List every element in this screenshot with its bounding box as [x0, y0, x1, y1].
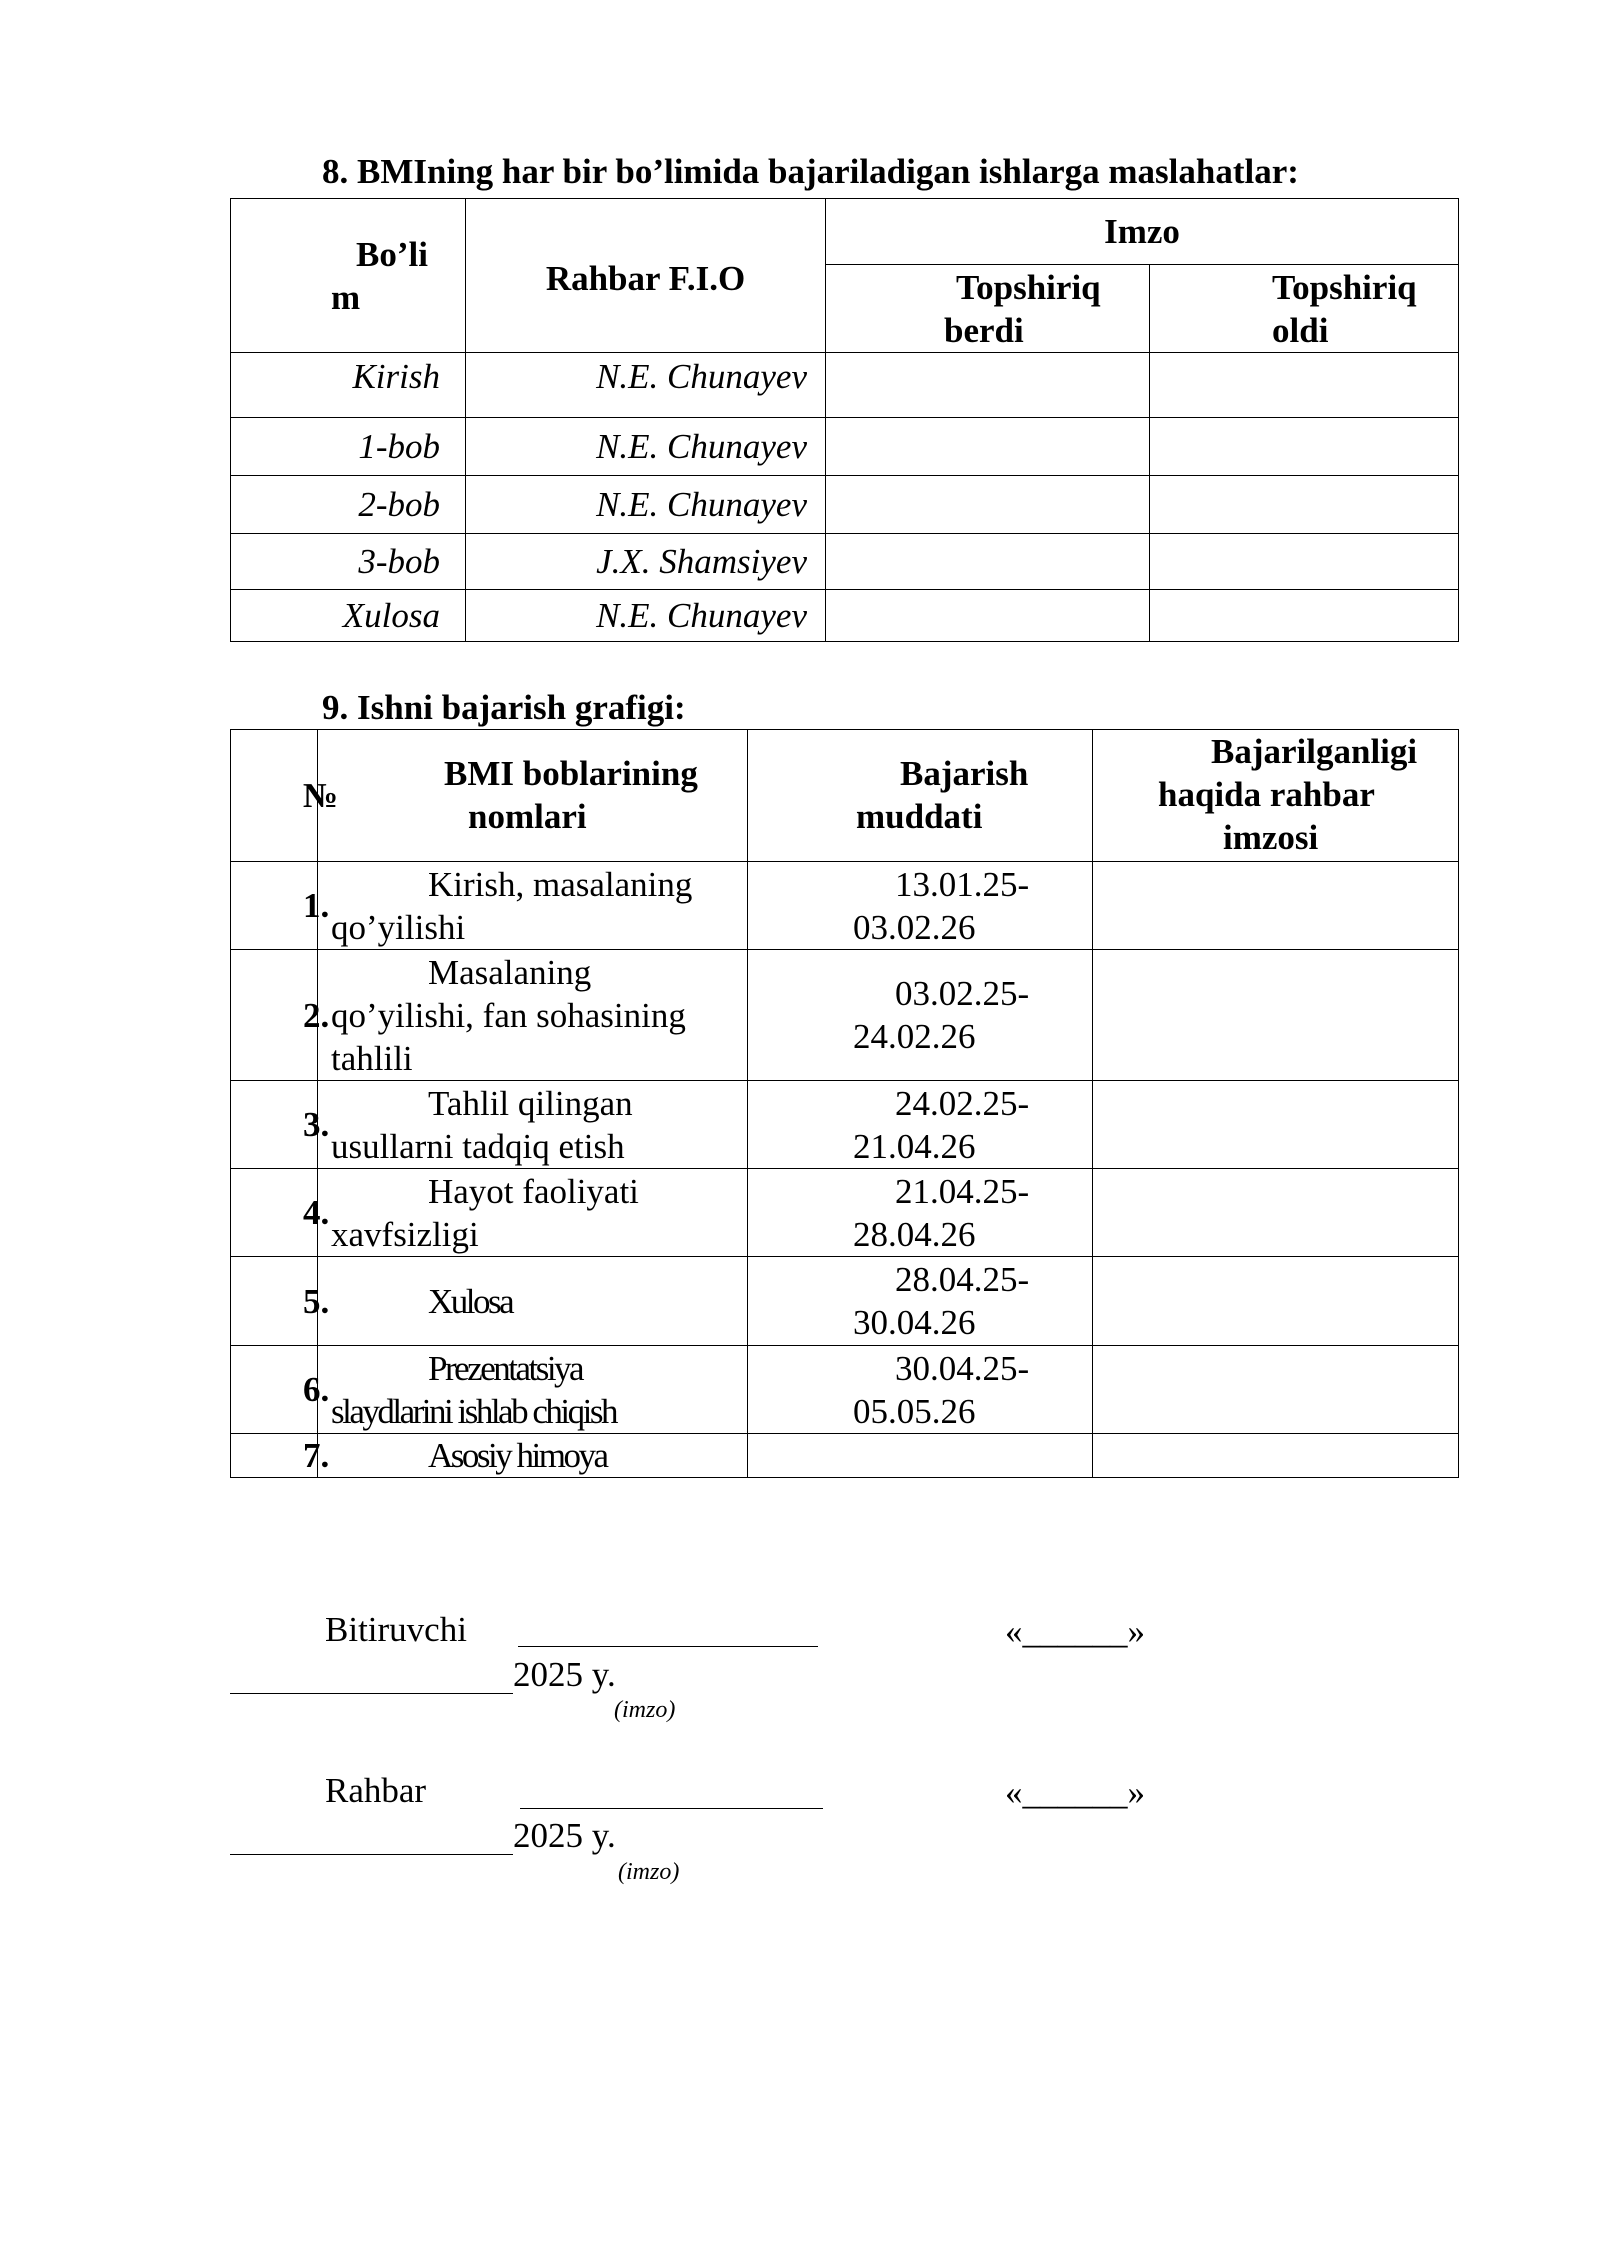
row-number: 2. — [231, 950, 318, 1081]
graduate-imzo-caption: (imzo) — [614, 1697, 676, 1723]
table-row — [231, 534, 1459, 590]
deadline-line: 28.04.26 — [853, 1214, 976, 1254]
graduate-year: 2025 y. — [513, 1655, 616, 1694]
graduate-signature-line — [518, 1646, 818, 1647]
header-bolim-line1: Bo’li — [356, 234, 428, 274]
deadline-line: 30.04.25- — [895, 1348, 1030, 1388]
deadline-line: 28.04.25- — [895, 1260, 1030, 1299]
rahbar-cell: N.E. Chunayev — [466, 418, 826, 476]
header-berdi-line2: berdi — [944, 310, 1024, 350]
graduate-label: Bitiruvchi — [325, 1610, 467, 1649]
signature-cell — [826, 418, 1150, 476]
table-row — [231, 862, 1459, 950]
deadline-line: 13.01.25- — [895, 864, 1030, 904]
header-bolim — [231, 199, 466, 353]
header-topshiriq-oldi — [1150, 265, 1459, 353]
deadline-line: 24.02.26 — [853, 1017, 976, 1056]
chapter-name-line: Asosiy himoya — [428, 1436, 607, 1475]
chapter-name-line: slaydlarini ishlab chiqish — [331, 1391, 616, 1431]
row-number: 1. — [231, 862, 318, 950]
signature-cell — [1093, 1346, 1459, 1434]
bolim-cell: 2-bob — [231, 476, 466, 534]
row-number: 3. — [231, 1081, 318, 1169]
consultation-table — [230, 198, 1459, 642]
header-supervisor-signature — [1093, 730, 1459, 862]
header-rahbar: Rahbar F.I.O — [466, 199, 826, 353]
table-row — [231, 1257, 1459, 1346]
chapter-name-line: xavfsizligi — [331, 1214, 479, 1254]
schedule-table — [230, 729, 1459, 1478]
deadline-cell — [748, 1169, 1093, 1257]
table-row — [231, 1169, 1459, 1257]
chapter-name-cell — [318, 1257, 748, 1346]
signature-cell — [1150, 590, 1459, 642]
signature-cell — [1093, 1081, 1459, 1169]
table-row — [231, 590, 1459, 642]
table-row — [231, 950, 1459, 1081]
deadline-cell — [748, 1081, 1093, 1169]
header-oldi-line1: Topshiriq — [1272, 267, 1417, 307]
header-bolim-line2: m — [331, 277, 361, 317]
section9-title: 9. Ishni bajarish grafigi: — [322, 688, 686, 727]
graduate-month-line — [230, 1693, 513, 1694]
deadline-cell — [748, 1346, 1093, 1434]
header-deadline-line2: muddati — [856, 797, 983, 836]
chapter-name-cell — [318, 1434, 748, 1478]
chapter-name-line: usullarni tadqiq etish — [331, 1126, 625, 1166]
header-sign-line3: imzosi — [1223, 818, 1319, 857]
signature-cell — [1093, 1434, 1459, 1478]
signature-cell — [1093, 862, 1459, 950]
chapter-name-line: tahlili — [331, 1038, 413, 1078]
chapter-name-line: Prezentatsiya — [428, 1348, 583, 1388]
chapter-name-line: qo’yilishi — [331, 907, 466, 947]
table-row — [231, 353, 1459, 418]
supervisor-year: 2025 y. — [513, 1816, 616, 1855]
deadline-line: 21.04.26 — [853, 1126, 976, 1166]
header-deadline — [748, 730, 1093, 862]
chapter-name-cell — [318, 950, 748, 1081]
deadline-line: 24.02.25- — [895, 1083, 1030, 1123]
chapter-name-cell — [318, 1169, 748, 1257]
section8-title: 8. BMIning har bir bo’limida bajariladigan ishlarga maslahatlar: — [322, 152, 1299, 191]
chapter-name-line: Kirish, masalaning — [428, 864, 693, 904]
bolim-cell: 3-bob — [231, 534, 466, 590]
chapter-name-cell — [318, 1346, 748, 1434]
table-row — [231, 476, 1459, 534]
signature-cell — [1150, 476, 1459, 534]
header-topshiriq-berdi — [826, 265, 1150, 353]
signature-cell — [1093, 1169, 1459, 1257]
chapter-name-line: Hayot faoliyati — [428, 1171, 639, 1211]
supervisor-day-quote: «______» — [1005, 1773, 1145, 1812]
signature-cell — [826, 534, 1150, 590]
table-row — [231, 1346, 1459, 1434]
deadline-cell — [748, 1434, 1093, 1478]
header-sign-line1: Bajarilganligi — [1211, 732, 1418, 771]
deadline-cell — [748, 950, 1093, 1081]
header-number: № — [231, 730, 318, 862]
header-berdi-line1: Topshiriq — [956, 267, 1101, 307]
deadline-cell — [748, 862, 1093, 950]
signature-cell — [1150, 353, 1459, 418]
header-chapter-names — [318, 730, 748, 862]
rahbar-cell: J.X. Shamsiyev — [466, 534, 826, 590]
row-number: 4. — [231, 1169, 318, 1257]
deadline-cell — [748, 1257, 1093, 1346]
row-number: 7. — [231, 1434, 318, 1478]
graduate-day-quote: «______» — [1005, 1612, 1145, 1651]
deadline-line: 05.05.26 — [853, 1391, 976, 1431]
header-oldi-line2: oldi — [1272, 310, 1329, 350]
deadline-line: 21.04.25- — [895, 1171, 1030, 1211]
supervisor-signature-line — [520, 1808, 823, 1809]
supervisor-imzo-caption: (imzo) — [618, 1859, 680, 1885]
chapter-name-line: Xulosa — [428, 1281, 513, 1321]
signature-cell — [1150, 418, 1459, 476]
chapter-name-line: qo’yilishi, fan sohasining — [331, 995, 686, 1035]
rahbar-cell: N.E. Chunayev — [466, 476, 826, 534]
deadline-line: 03.02.25- — [895, 974, 1030, 1013]
header-names-line2: nomlari — [468, 797, 587, 836]
chapter-name-cell — [318, 862, 748, 950]
bolim-cell: Xulosa — [231, 590, 466, 642]
row-number: 5. — [231, 1257, 318, 1346]
chapter-name-line: Tahlil qilingan — [428, 1083, 633, 1123]
deadline-line: 03.02.26 — [853, 907, 976, 947]
signature-cell — [826, 476, 1150, 534]
row-number: 6. — [231, 1346, 318, 1434]
rahbar-cell: N.E. Chunayev — [466, 590, 826, 642]
table-row — [231, 1081, 1459, 1169]
signature-cell — [826, 590, 1150, 642]
header-sign-line2: haqida rahbar — [1158, 775, 1375, 814]
signature-cell — [1093, 950, 1459, 1081]
deadline-line: 30.04.26 — [853, 1303, 976, 1342]
bolim-cell: 1-bob — [231, 418, 466, 476]
supervisor-label: Rahbar — [325, 1771, 427, 1810]
signature-cell — [1093, 1257, 1459, 1346]
header-deadline-line1: Bajarish — [900, 754, 1029, 793]
rahbar-cell: N.E. Chunayev — [466, 353, 826, 418]
table-row — [231, 1434, 1459, 1478]
supervisor-month-line — [230, 1854, 513, 1855]
header-imzo: Imzo — [826, 199, 1459, 265]
table-row — [231, 418, 1459, 476]
chapter-name-line: Masalaning — [428, 952, 592, 992]
header-names-line1: BMI boblarining — [444, 754, 698, 793]
signature-cell — [826, 353, 1150, 418]
signature-cell — [1150, 534, 1459, 590]
bolim-cell: Kirish — [231, 353, 466, 418]
chapter-name-cell — [318, 1081, 748, 1169]
